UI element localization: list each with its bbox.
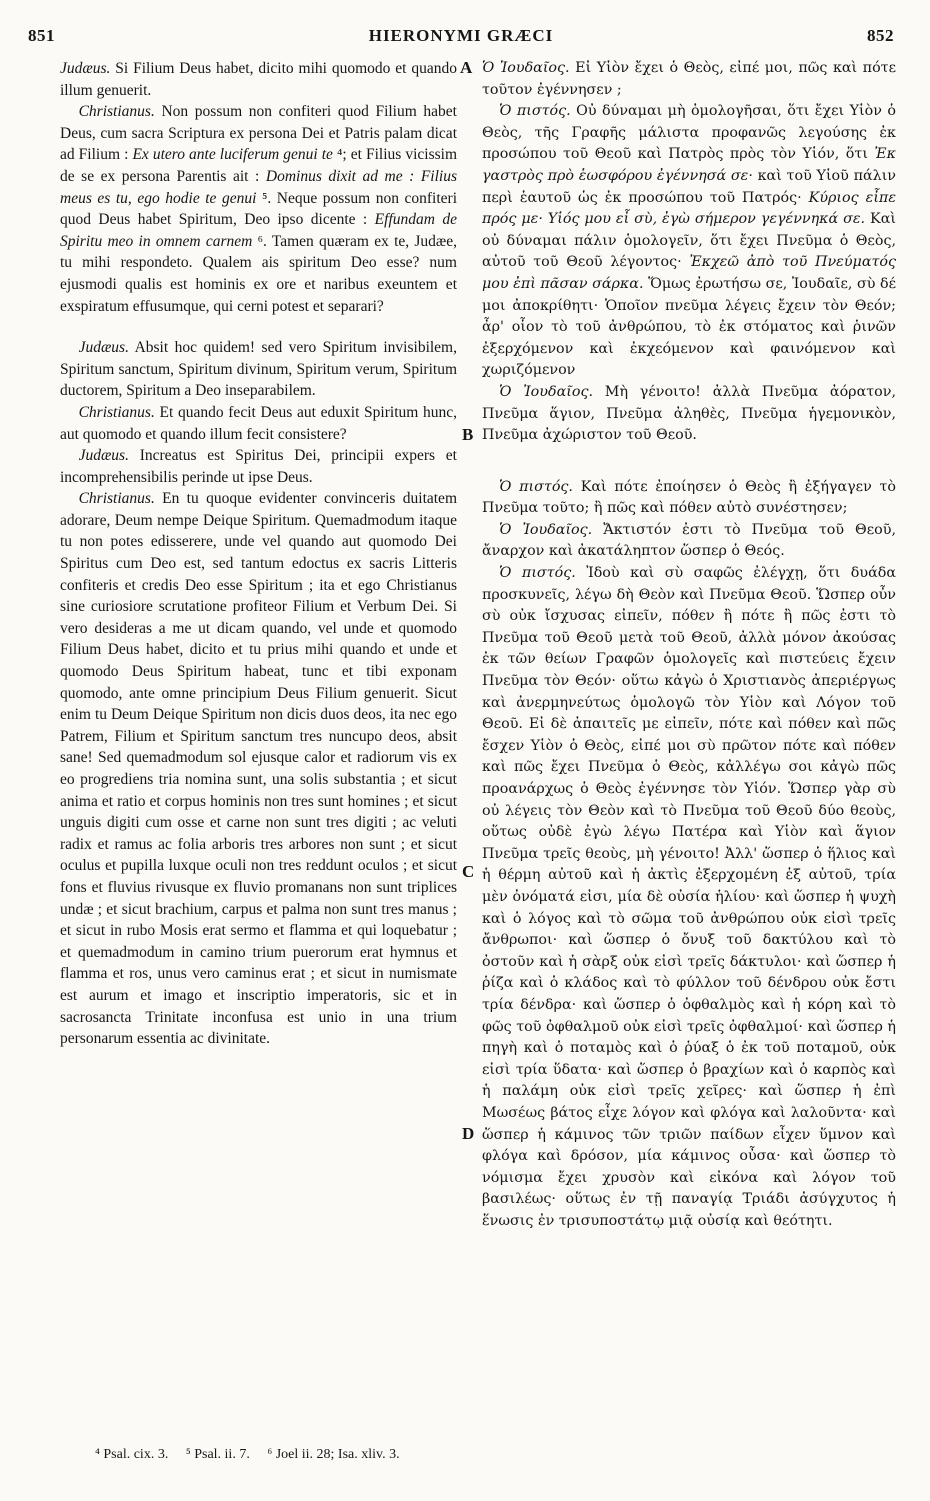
speaker-label: Ὁ πιστός. — [499, 565, 576, 582]
section-marker-b: B — [462, 425, 474, 444]
greek-paragraph — [482, 563, 896, 1232]
paragraph-text: Οὐ δύναμαι μὴ ὁμολογῆσαι, ὅτι ἔχει Υἱὸν ὁ Θεὸς, τῆς Γραφῆς μάλιστα προφανῶς λεγούσης ἐκ προσώπου τοῦ Θεοῦ καὶ Πατρὸς πρὸς τὸν Υἱόν, ὅτι — [482, 103, 896, 163]
section-marker-a: A — [460, 58, 473, 77]
speaker-label: Christianus. — [78, 403, 155, 421]
paragraph-text: En tu quoque evidenter convinceris duitatem adorare, Deum nempe Deique Spiritum. Quemadmodum itaque tu non potes edisserere, unde vel quando aut quomodo Dei Spiritus cum Deo est, sed tantum edoctus ex sacris Litteris confiteris et credis Deo esse Spiritum ; ita et ego Christianus sine curiosiore scrutatione profiteor Filium et Verbum Dei. Si vero desideras a me ut dicam quando, vel unde et quomodo Filium Deus habet, dicito et tu prius mihi quando et unde et quomodo Deus Spiritum habeat, tunc et tibi exponam quomodo, ante omne principium Deus Filium genuerit. Sicut enim tu Deum Deique Spiritum non dicis duos deos, ita nec ego Patrem, Filium et Spiritum sanctum tres nuncupo deos, absit sane! Sed quemadmodum sol ejusque calor et radiorum vis ex eo progrediens tria nomina sunt, una solis substantia ; et sicut anima et ratio et corpus hominis non tres sunt homines ; et sicut unguis digiti cum osse et carne non sunt tres digiti ; ac veluti radix et ramus ac folia arboris tres arbores non sunt ; et sicut oculus et pupilla luxque oculi non tres reddunt oculos ; et sicut fons et fluvius rivusque ex fluvio promanans non sunt triplices undæ ; et sicut brachium, carpus et palma non sunt tres manus ; et sicut in rubo Mosis erat sermo et flamma et qui loquebatur ; et quemadmodum in camino trium puerorum erat hymnus et flamma et ros, unus vero caminus erat ; et sicut in numismate est aurum et imago et inscriptio imperatoris, sic et in sacrosancta Trinitate inconfusa est unio in una trium personarum essentia ac divinitate. — [60, 490, 457, 1048]
paragraph-text: · καὶ τοῦ Υἱοῦ πάλιν περὶ ἑαυτοῦ ὡς ἐκ προσώπου τοῦ Πατρός· — [482, 167, 896, 206]
paragraph-text: Et quando fecit Deus aut eduxit Spiritum hunc, aut quomodo et quando illum fecit consistere? — [60, 403, 457, 443]
paragraph-text: ⁶. Tamen quæram ex te, Judæe, tu mihi respondeto. Qualem ais spiritum Deo esse? num ejusmodi qualis est hominis ex ore et naribus exeuntem et exspiratum effusumque, qui cerni potest et separari? — [60, 232, 458, 315]
section-marker-d: D — [462, 1124, 475, 1143]
paragraph-text: Μὴ γένοιτο! ἀλλὰ Πνεῦμα ἀόρατον, Πνεῦμα ἅγιον, Πνεῦμα ἀληθὲς, Πνεῦμα ἡγεμονικὸν, Πνεῦμα ἀχώριστον τοῦ Θεοῦ. — [482, 383, 896, 444]
paragraph-text: Increatus est Spiritus Dei, principii expers et incomprehensibilis perinde ut ipse Deus. — [60, 447, 457, 486]
paragraph-text: Καὶ οὐ δύναμαι πάλιν ὁμολογεῖν, ὅτι ἔχει Πνεῦμα ὁ Θεὸς, αὐτοῦ τοῦ Θεοῦ λέγοντος· — [482, 211, 896, 271]
scripture-quote: Κύριος εἶπε πρός με· Υἱός μου εἶ σὺ, ἐγὼ σήμερον γεγέννηκά σε. — [482, 189, 897, 228]
paragraph-text: Εἰ Υἱὸν ἔχει ὁ Θεὸς, εἰπέ μοι, πῶς καὶ πότε τοῦτον ἐγέννησεν ; — [482, 60, 896, 98]
latin-paragraph — [60, 488, 457, 1049]
scripture-quote: Ἐκχεῶ ἀπὸ τοῦ Πνεύματός μου ἐπὶ πᾶσαν σάρκα. — [482, 254, 897, 292]
greek-column — [482, 58, 896, 1232]
running-header — [28, 26, 894, 50]
greek-paragraph — [482, 477, 896, 520]
paragraph-text: Ἰδοὺ καὶ σὺ σαφῶς ἐλέγχῃ, ὅτι δυάδα προσκυνεῖς, λέγω δὴ Θεὸν καὶ Πνεῦμα Θεοῦ. Ὥσπερ οὖν σὺ οὐκ ἴσχυσας εἰπεῖν, πόθεν ἢ πότε ἢ πῶς ἐστι τὸ Πνεῦμα τοῦ Θεοῦ μετὰ τοῦ Θεοῦ, ἀλλὰ μόνον ἀκούσας ἐκ τῶν θείων Γραφῶν ὁμολογεῖς καὶ πιστεύεις ἔχειν Πνεῦμα τὸν Θεόν· οὕτω κἀγὼ ὁ Χριστιανὸς ἀπεριέργως καὶ ἀνερμηνεύτως ὁμολογῶ τὸν Υἱὸν καὶ Λόγον τοῦ Θεοῦ. Εἰ δὲ ἀπαιτεῖς με εἰπεῖν, πότε καὶ πόθεν καὶ πῶς ἔσχεν Υἱὸν ὁ Θεὸς, εἰπέ μοι σὺ πρῶτον πότε καὶ πόθεν καὶ πῶς ἔχει Πνεῦμα ὁ Θεὸς, κἀλλέγω σοι κἀγὼ πῶς προανάρχως ὁ Θεὸς ἐγέννησε τὸν Υἱόν. Ὥσπερ γὰρ σὺ οὐ λέγεις τὸν Θεὸν καὶ τὸ Πνεῦμα τοῦ Θεοῦ δύο θεοὺς, οὕτως οὐδὲ ἐγὼ λέγω Πατέρα καὶ Υἱὸν καὶ ἅγιον Πνεῦμα τρεῖς θεοὺς, μὴ γένοιτο! Ἀλλ' ὥσπερ ὁ ἥλιος καὶ ἡ θέρμη αὐτοῦ καὶ ἡ ἀκτὶς ἐξερχομένη ἐξ αὐτοῦ, τρία μὲν ὀνόματά εἰσι, μία δὲ οὐσία ἡλίου· καὶ ὥσπερ ἡ ψυχὴ καὶ ὁ λόγος καὶ τὸ σῶμα τοῦ ἀνθρώπου οὐκ εἰσὶ τρεῖς ἄνθρωποι· καὶ ὥσπερ ὁ ὄνυξ τοῦ δακτύλου καὶ τὸ ὀστοῦν καὶ ἡ σὰρξ οὐκ εἰσὶ τρεῖς δάκτυλοι· καὶ ὥσπερ ἡ ῥίζα καὶ ὁ κλάδος καὶ τὸ φύλλον τοῦ δένδρου οὐκ ἔστι τρία δένδρα· καὶ ὥσπερ ὁ ὀφθαλμὸς καὶ ἡ κόρη καὶ τὸ φῶς τοῦ ὀφθαλμοῦ οὐκ εἰσὶ τρεῖς ὀφθαλμοί· καὶ ὥσπερ ἡ πηγὴ καὶ ὁ ποταμὸς καὶ ὁ ῥύαξ ὁ ἐκ τοῦ ποταμοῦ, οὐκ εἰσὶ τρία ὕδατα· καὶ ὥσπερ ὁ βραχίων καὶ ὁ καρπὸς καὶ ἡ παλάμη οὐκ εἰσὶ τρεῖς χεῖρες· καὶ ὥσπερ ἡ ἐπὶ Μωσέως βάτος εἶχε λόγον καὶ φλόγα καὶ λαλοῦντα· καὶ ὥσπερ ἡ κάμινος τῶν τριῶν παίδων εἶχεν ὕμνον καὶ φλόγα καὶ δρόσον, μία κάμινος οὖσα· καὶ ὥσπερ τὸ νόμισμα ἔχει χρυσὸν καὶ εἰκόνα καὶ λόγον τοῦ βασιλέως· οὕτως ἐν τῇ παναγίᾳ Τριάδι ἀσύγχυτος ἡ ἕνωσις ἐν τρισυποστάτῳ μιᾷ οὐσίᾳ καὶ θεότητι. — [482, 565, 896, 1229]
scripture-quote: Dominus dixit ad me : Filius meus es tu, ego hodie te genui — [60, 167, 457, 207]
scripture-quote: Ἐκ γαστρὸς πρὸ ἑωσφόρου ἐγέννησά σε — [482, 146, 896, 184]
speaker-label: Ὁ πιστός. — [499, 103, 571, 120]
paragraph-text: Καὶ πότε ἐποίησεν ὁ Θεὸς ἢ ἐξήγαγεν τὸ Πνεῦμα τοῦτο; ἢ πῶς καὶ πόθεν αὐτὸ συνέστησεν; — [482, 478, 896, 517]
paragraph-text: Non possum non confiteri quod Filium habet Deus, cum sacra Scriptura ex persona Dei et Patris palam dicat ad Filium : — [60, 103, 457, 164]
paragraph-text: Si Filium Deus habet, dicito mihi quomodo et quando illum genuerit. — [60, 60, 457, 99]
speaker-label: Christianus. — [78, 103, 155, 121]
speaker-label: Ὁ Ἰουδαῖος. — [499, 521, 593, 538]
page-number-left: 851 — [28, 26, 55, 45]
latin-column — [60, 58, 457, 1050]
scripture-quote: Ex utero ante luciferum genui te — [132, 146, 333, 164]
scripture-quote: Effundam de Spiritu meo in omnem carnem — [60, 211, 457, 250]
latin-paragraph — [60, 337, 457, 402]
latin-paragraph — [60, 101, 457, 317]
footnote: ⁵ Psal. ii. 7. — [185, 1447, 250, 1462]
speaker-label: Judæus. — [78, 339, 129, 357]
greek-paragraph — [482, 58, 896, 101]
paragraph-text: Absit hoc quidem! sed vero Spiritum invisibilem, Spiritum sanctum, Spiritum divinum, Spiritum verum, Spiritum ductorem, Spiritum a Deo inseparabilem. — [60, 339, 457, 400]
footnote: ⁴ Psal. cix. 3. — [95, 1447, 169, 1462]
footnote: ⁶ Joel ii. 28; Isa. xliv. 3. — [267, 1447, 400, 1462]
latin-paragraph — [60, 402, 457, 445]
speaker-label: Ὁ Ἰουδαῖος. — [482, 60, 570, 76]
speaker-label: Judæus. — [78, 447, 129, 465]
greek-paragraph — [482, 520, 896, 563]
section-marker-c: C — [462, 862, 475, 881]
running-title: HIERONYMI GRÆCI — [368, 26, 554, 45]
page-number-right: 852 — [867, 26, 894, 45]
paragraph-text: ⁵. Neque possum non confiteri quod Deus habet Spiritum, Deo ipso dicente : — [60, 189, 458, 229]
footnotes — [95, 1447, 875, 1463]
paragraph-text: Ὅμως ἐρωτήσω σε, Ἰουδαῖε, σὺ δέ μοι ἀποκρίθητι· Ὁποῖον πνεῦμα λέγεις ἔχειν τὸν Θεόν; ἆρ' οἷον τὸ τοῦ ἀνθρώπου, τὸ ἐκ στόματος καὶ ῥινῶν ἐξερχόμενον καὶ ἐκχεόμενον καὶ φαινόμενον καὶ χωριζόμενον — [482, 275, 897, 379]
greek-paragraph — [482, 101, 896, 382]
speaker-label: Ὁ Ἰουδαῖος. — [499, 383, 594, 400]
greek-paragraph — [482, 382, 896, 447]
speaker-label: Christianus. — [78, 490, 155, 508]
speaker-label: Judæus. — [60, 60, 111, 77]
latin-paragraph — [60, 445, 457, 488]
latin-paragraph — [60, 58, 457, 101]
paragraph-text: ⁴; et Filius vicissim de se ex persona Parentis ait : — [60, 146, 457, 185]
speaker-label: Ὁ πιστός. — [499, 478, 573, 495]
paragraph-text: Ἄκτιστόν ἐστι τὸ Πνεῦμα τοῦ Θεοῦ, ἄναρχον καὶ ἀκατάληπτον ὥσπερ ὁ Θεός. — [482, 521, 897, 560]
